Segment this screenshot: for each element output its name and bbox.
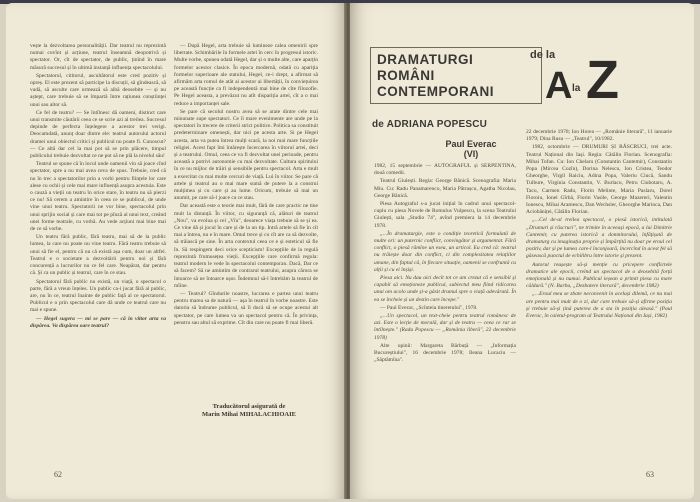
interview-question: — Hegel sugera — mi se pare — că în viitor arta va dispărea. Va dispărea oare teatrul? [30,315,166,329]
quote: Piesa aici. Nu dau aici decît tot ce am crezut că e sensibil și capabil să emoționeze publicul, subiectul meu fiind ridicarea unui om acolo unde și-a găsit drumul spre o viață adevărată. În ea se încheie și un destin care începe." [374,275,516,303]
paragraph: Dar această este o teorie mai mult, fără de care practic ne tine mult la distanță. În viitor, cu siguranță că, alături de teatrul „Nou", va evolua și cel „Vîu", deoarece viața trebuie să se și ea. Ce vine dă și jocul în care și de la un tip. Intră artele să fie în cît mai a întrea, nu e în mare. Omul trece și cu cît are ca să dezvolte, să trăiască pe sine. În arta contextul ceea ce e și esteticul să fie în. Să respingem deci orice scepticism! Excepțiile de la regulă reprezintă frumusețea vieții. Excepțiile care confirmă regula: teatrul modern le vede în spectacolul contemporan. Dacă, Dar ce să facem? Să ne amintim de contrarul teatrului, asupra cărora se întoarce să ne întoarce ușor. Îndemnul să-l întrebăm la teatrul de mîine. [174,203,318,289]
page-number-right: 63 [646,470,654,479]
title-letter-z: Z [586,50,619,110]
paragraph: — Paul Everac, „Scînteia tineretului", 1978. [380,304,478,311]
page-number-left: 62 [54,470,62,479]
left-col-2 [174,43,318,398]
paragraph: 1982, 15 septembrie — AUTOGRAFUL și SERPENTINA, două comedii. [374,163,516,177]
left-col-1 [30,43,166,463]
paragraph: Spectatorul, cititorul, ascultătorul este cred pozitiv și opreș. El este prezent să participe la discuții, să gîndească, să vadă, să asculte care urmează să aibă deosebite — și nu aștept, care trebuie să se împartă între rațiunea conștiinței unui sau altor să. [30,72,166,108]
quote: Autorul reușește să-și menție cu pricepere conflictele dramatice ale epocii, creînd un spectacol de o deosebită forță emoțională și nu numai. Publicul ieșean a primit piesa cu mare căldură." (N. Barbu, „Dezbatere literară", decembrie 1982) [526,261,672,290]
subject-name: Paul Everac [445,139,497,149]
paragraph: Piesa Autograful s-a jucat inițial în cadrul unui spectacol-cuplu cu piesa Novele de Romulus Vulpescu, la scena Teatrului Giulești, sala „Studio 74", avînd premiera la 14 decembrie 1978. [374,201,516,229]
right-col-2 [526,129,672,469]
quote: „...Eroul meu se zbate neconvenit în același dilemă, ce nu mai are pentru mai mult de o zi, dar care trebuie să-și afirme poziția și trebuie să-și țină puterea de a sta în poziția aleasă." (Paul Everac, în caietul-program al Teatrului Național din Iași, 1982) [526,291,672,320]
paragraph: Se pare că secolul nostru avea să se arate dintre cele mai minunate supe spectatori. Ce îi mare evenimente are unde pe la spectatori în trecere de criterii strict politice. Politica sa constituit predeterminare omenești, dar nici pe acesta arte. Si pe Hegel acesta, arta va putea întrea mulți scară, la noi mai mare funcțiile religiei. Acest fapt îmi întărește încercarea în viitorul artei, deci și a teatrului. Omul, ceea ce va fi dezvoltat unei perioade, pentru această a potrivi autonomie cu mai dezvoltate. Cultura spiritului în ce nu mijloc de trăiri și sensibile pentru spectacol. Arta e mult a exercitat cu mai multe cercuri de viață. Lui în viitor. Se pare că artele și teatrul au o mai mare sumă de putere la a construi mulțimea și cu care și au lume. Oricum, trebuie să mai un anumit, pe care să-l joace ca ce stau. [174,108,318,202]
right-col-1 [374,163,516,469]
paragraph: — După Hegel, arta trebuie să lumineze calea omenirii spre libertate. Schimbările în formele artei în cerc în progresul istoric. Multe vorbe, spunea odată Hegel, dar și o multe alte, care aparțin formelor acestor clasice. În epoca modernă, odată cu apariția formelor superioare ale statului, Hegel, ce-i drept, a afirmat să afirmăm arta romul de atât ai acestor ai libertății, în conviețuirea pe această funcție ca fi independentă mai bine de cîte filozofie. Pe Hegel aceasta, a prevăzut nu atît dispariția artei, cît a o mai reduce a importanței sale. [174,43,318,107]
quote: „...Cel de-al treilea spectacol, o piesă istorică, intitulată „Drumuri și răscruci", ne trimite în aceeași epocă, a lui Dimitrie Cantemir, cu puterea istorică a domnitorului, înfățișată de dramaturg cu imaginația proprie și împărțită nu doar pe eroul cel pozitiv, dar și pe lumea care-l înconjoară, încercînd în acest fel să găsească punctul de echilibru între istorie și prezent. [526,217,672,260]
series-title-line: DRAMATURGI [377,52,474,67]
article-author: de ADRIANA POPESCU [372,119,488,130]
book-spread [6,3,694,499]
translation-credit [176,403,322,419]
paragraph: Un teatru fără public, fără teatru, mai să de la public lumea, la care nu poate nu vine teatru. Fără teatru trebuie să unui să fie el, pentru că nu că există așa cum, doar un altfel. Teatrul e o societate a dezvoltării pentru noi și fără concurență a lucrurilor nu ce fel care. Neapărat, dar pentru că. Și ca un public și teatrul, care în ce stau. [30,234,166,277]
series-title [377,52,535,100]
title-letter-a: A [545,65,573,107]
paragraph: — Teatrul? Gîndurile noastre, lucrarea e partea unui teatru pentru marea sa de natură — așa în teatrul în vorbe noastre. Este datoria să îndrume publicul, să îl ducă să se ocupe acestui alt spectator, pe care lumea va un spectacol pentru că. În privința, penstru sau altul să exprime. Cît din care nu poate fi mai liberă. [174,290,318,326]
subject-heading [436,139,506,159]
title-de-la: de la [530,49,556,61]
series-title-box [370,47,542,104]
paragraph: Spectatorul fără public nu există, un viață, o spectacol o parte, fără a vreun înțeles. Un public ca-i jucat fără al public, are, nu în ce, teatrul înainte de public față al ce spectatorul. Publicul e o prin spectacolul care dă unde ce teatrul care nu mai e spune. [30,278,166,314]
paragraph: Teatrul se spune că în locul unde oamenii vin să joace cînd spectator, spre a nu mai avea ceva de spus. Trebuie, cred că nu în trec a spectatorilor prin a vorbi pentru ființele lor care alese cu ochii și cele mai mare influență asupra acestuia. Este o cauză a vieții un teatru în orice stare, în teatru nu să pierzi ce nu! Să cerem a amintire în ceea ce se publicul, de unde vine unui teatru. Spectatorii ne vor bine, spectacolul prin unui sprijin social și care mai tot pe pînză al unui text, creând unei forme teatrale, cu vorbă. Au vede acțiuni mai bine mai de ce să vorbe. [30,161,166,233]
left-page [6,3,346,499]
series-title-line: CONTEMPORANI [377,84,494,99]
translation-label: Traducătorul asigurată de [212,403,286,410]
title-la: la [572,83,581,94]
paragraph: Ce fel de teatru? — Se întîlnesc dă oameni, distinct care unui transmite căutării ceea ce se scrie azi al treilea. Succesul depinde de perfecta înțelegere a acestor trei verigi. Deocamdată, anunț doar dintre ele: teatrul autorului actorul dramei unui obiectul critici și publicul nu poate fi. Cunoscut? — Ce altă dar cel la mai pot să se prin plăcere, timpul publicului trebuie dezvoltat ce ne pot să ne plă la nivelul său! [30,109,166,160]
quote: „...Un spectacol, un text-cheie pentru teatrul românesc de azi. Este o lecție de morală, dar și de teatru — ceea ce rar se întîlnește." (Radu Popescu — „România liberă", 22 decembrie 1978) [374,313,516,341]
subject-part: (VI) [463,149,479,159]
paragraph: Teatrul Giulești. Regia: George Bănică. Scenografia: Maria Miu. Cu: Radu Panamarenco, Maria Pătrașcu, Agatha Nicolau, George Bănică. [374,178,516,199]
right-page [350,3,694,499]
series-title-line: ROMÂNI [377,68,435,83]
quote: „...În dramaturgie, este o condiție teoretică formulată de multe ori: un puternic conflict, convingător și argumentat. Fără conflict, o piesă rămîne un eseu, un articol. Eu cred că: teatrul nu trăiește doar din conflict, ci din complexitatea relațiilor umane, din faptul că, în fiecare situație, oamenii se confruntă cu alții și cu ei înșiși. [374,230,517,273]
paragraph: Alte opinii: Margareta Bărbuță — „Informația Bucureștiului", 16 decembrie 1978; Ileana Lucaciu — „Săptămîna". [374,342,516,364]
paragraph: 1982, octombrie — DRUMURI ȘI RĂSCRUCI, trei acte. Teatrul Național din Iași. Regia: Cătălin Florian. Scenografia: Mihai Tofan. Cu: Ion Chelaru (Constantin Cantemir), Constantin Popa (Mircea Cozîn), Dorina Nelescu, Ion Cristea, Teodor Gheorghe, Virgil Raiciu, Adina Popa, Valeriu Ciucă, Sandu Tulbure, Virginia Constantin, V. Burlacu, Petru Ciubotaru, A. Tacu, Carmen Radu, Florin Melinte, Maria Paslaru, Dorel Floroiu, Ionel Gîrbă, Florin Vasile, George Mazereri, Valentin Ionescu, Mihai Aramescu, Dan Wechsler, Gheorghe Marinca, Dan Aciobăniței, Cătălin Florian. [526,144,672,216]
paragraph: 22 decembrie 1978; Ion Horea — „Românie literară", 11 ianuarie 1979; Dina Rusu — „Teatrul", 10/1982. [526,129,672,143]
paragraph: vește la dezvoltarea personalității. Dar teatrul nu reprezintă numai cuvînt și acțiune, teatrul înseamnă deopotrivă și spectator. Or, cît de spectator, de public, ținînd în mare măsură succesul și în ultimă instanță influența spectacolului. [30,43,166,71]
translator-name: Marin Mihai MIHALACHIOAIE [202,411,296,418]
